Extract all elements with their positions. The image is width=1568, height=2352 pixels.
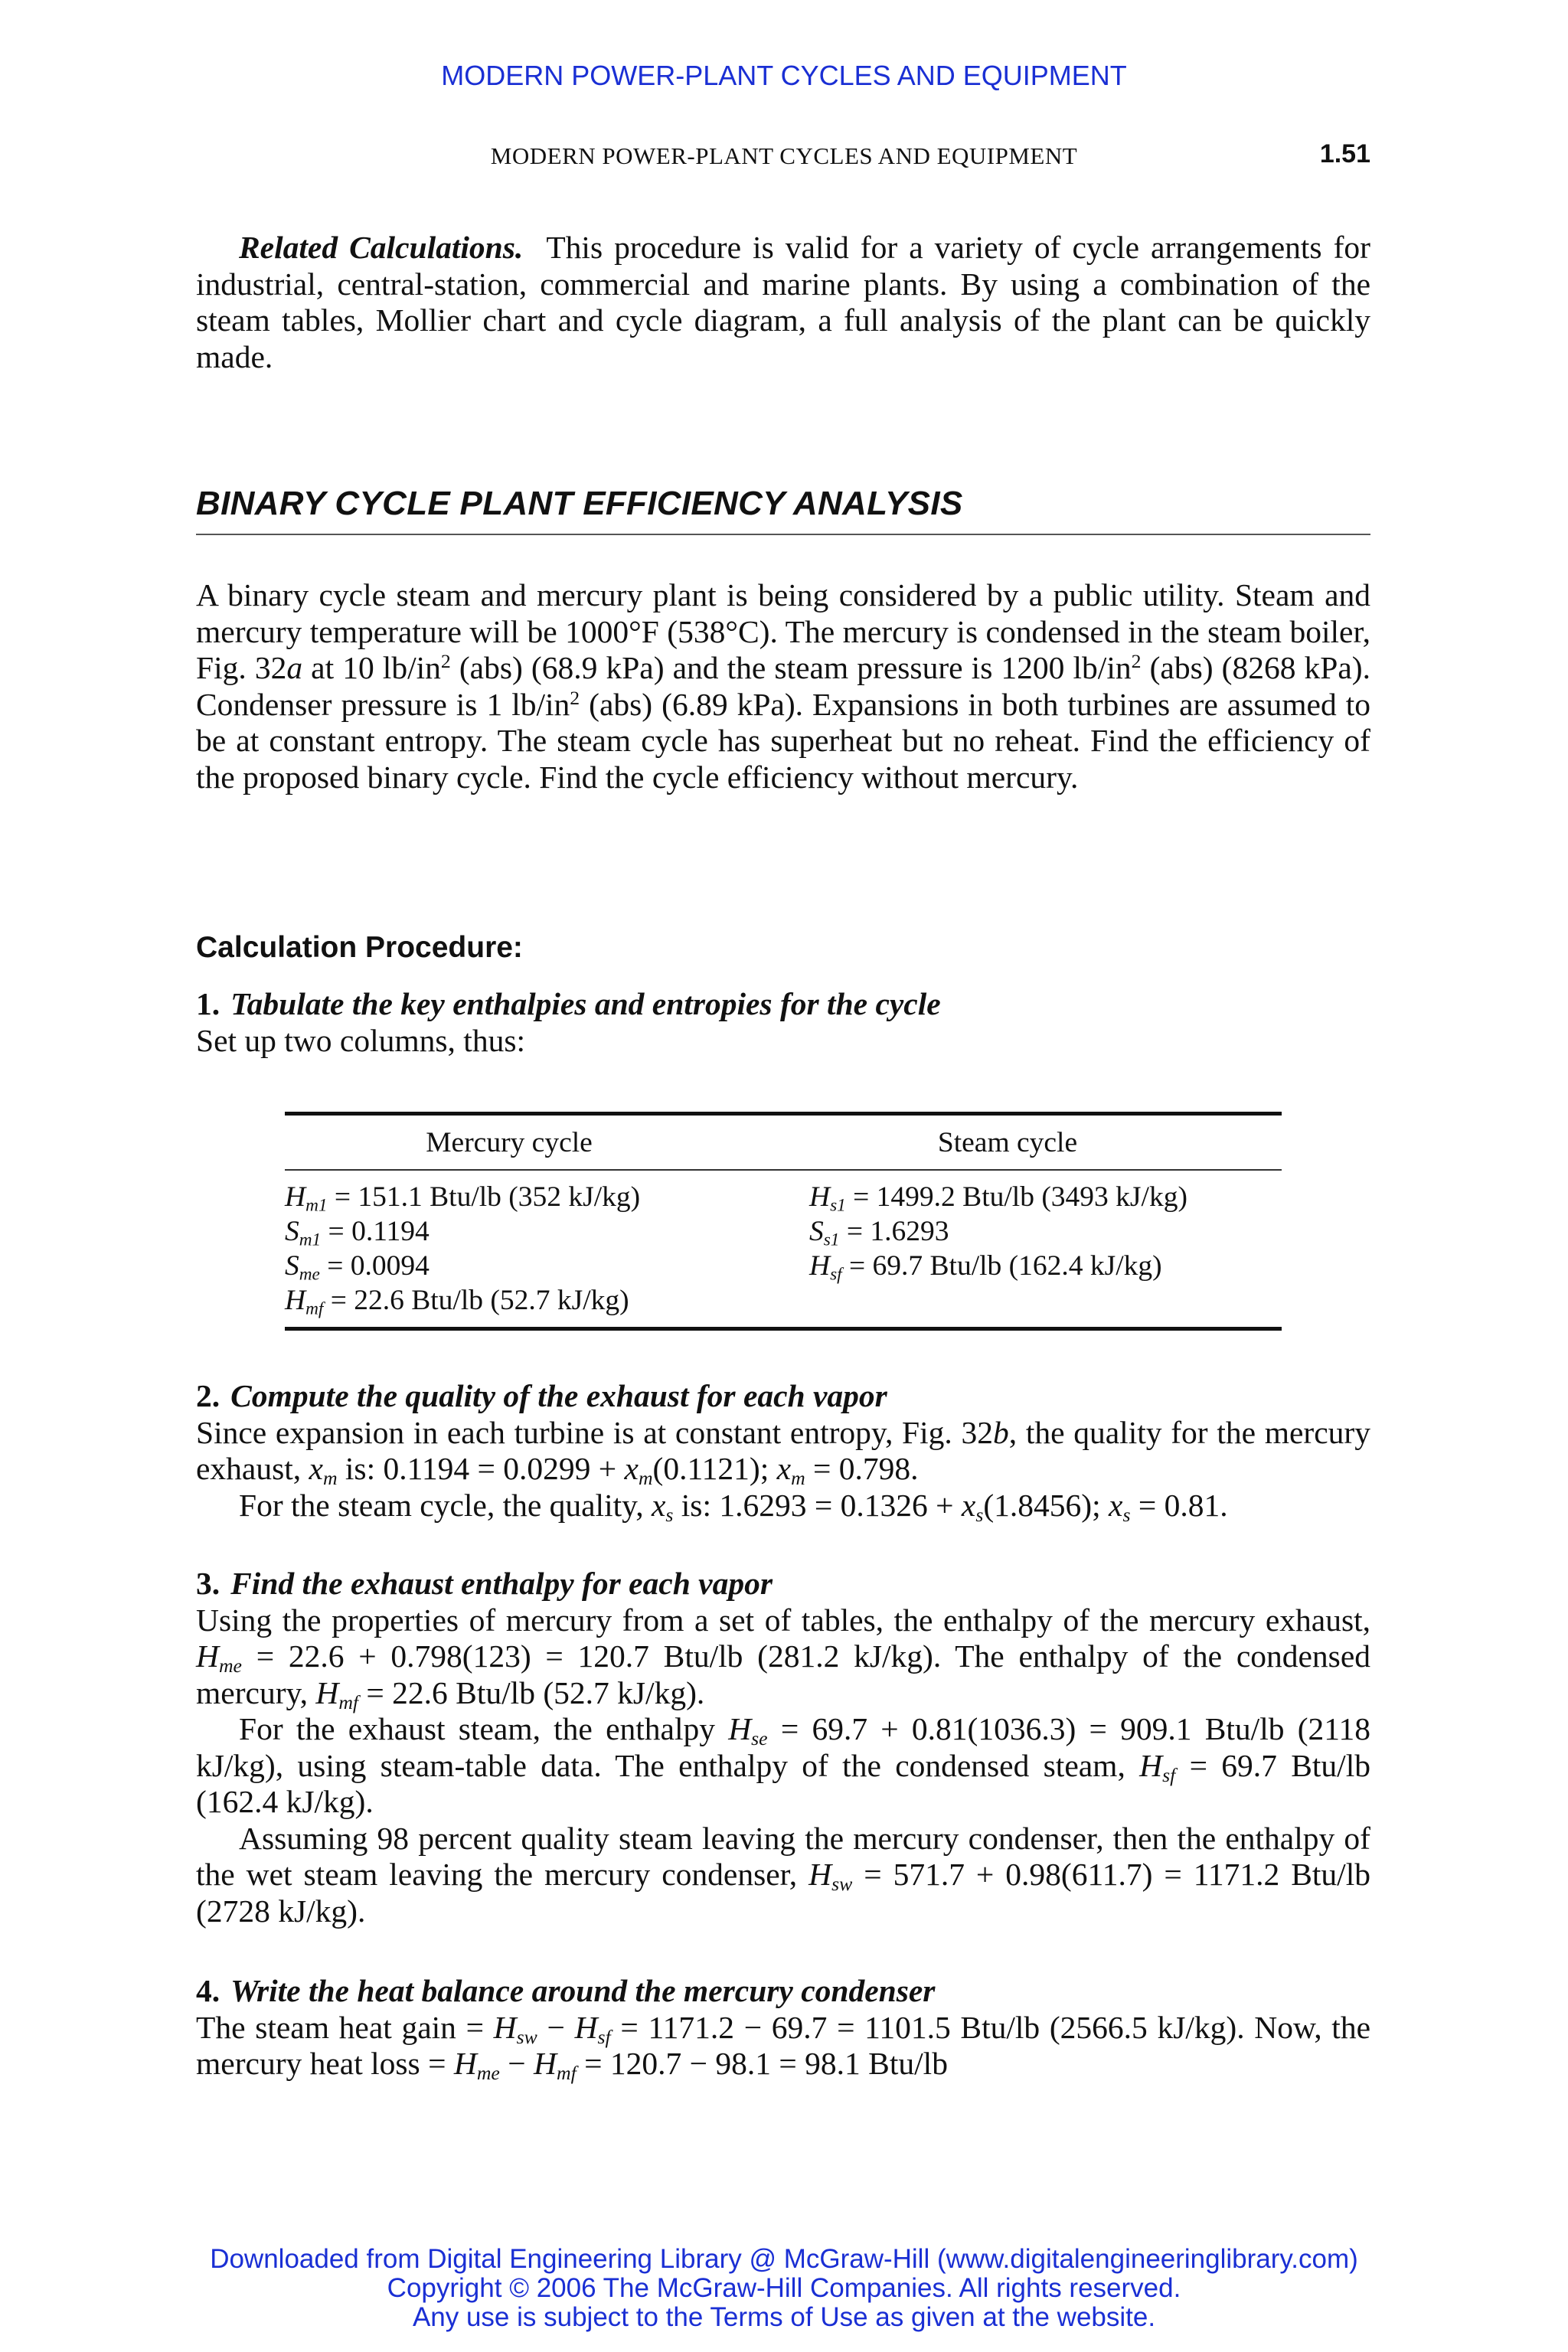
- table-row: $S_{me} = 0.0094$: [285, 1250, 430, 1285]
- table-header-row: [285, 1116, 1282, 1169]
- superscript: 2: [1131, 649, 1142, 672]
- related-calculations: [196, 230, 1370, 375]
- table-row: $H_{sf} = 69.7$ Btu/lb (162.4 kJ/kg): [809, 1250, 1162, 1285]
- copyright-line: Copyright © 2006 The McGraw-Hill Companies. All rights reserved.: [387, 2273, 1181, 2303]
- problem-statement: [196, 577, 1370, 795]
- step-title: Tabulate the key enthalpies and entropies for the cycle: [230, 986, 941, 1021]
- step-text: Using the properties of mercury from a set of tables, the enthalpy of the mercury exhaust, $H_{me} = 22.6 + 0.798(123) = 120.7$ Btu/lb (281.2 kJ/kg). The enthalpy of the condensed mercury, $H_{mf} = 22.6$ Btu/lb (52.7 kJ/kg).: [196, 1602, 1370, 1713]
- step-text: Assuming 98 percent quality steam leaving the mercury condenser, then the enthalpy of the wet steam leaving the mercury condenser, $H_{sw} = 571.7 + 0.98(611.7) = 1171.2$ Btu/lb (2728 kJ/kg).: [196, 1820, 1370, 1929]
- superscript: 2: [570, 686, 580, 709]
- step-1: [196, 986, 1370, 1059]
- section-title: BINARY CYCLE PLANT EFFICIENCY ANALYSIS: [196, 485, 963, 522]
- step-title: Find the exhaust enthalpy for each vapor: [230, 1566, 773, 1601]
- copyright-footer: [0, 2245, 1568, 2332]
- mercury-column: [285, 1180, 809, 1318]
- step-2: [196, 1378, 1370, 1524]
- step-number: 2.: [196, 1378, 220, 1413]
- step-text: The steam heat gain = $H_{sw} - H_{sf} = 1171.2 - 69.7 = 1101.5$ Btu/lb (2566.5 kJ/kg). Now, the mercury heat loss = $H_{me} - H_{mf} = 120.7 - 98.1 = 98.1$ Btu/lb: [196, 2009, 1371, 2085]
- running-head: MODERN POWER-PLANT CYCLES AND EQUIPMENT: [490, 142, 1078, 169]
- table-row: $H_{m1} = 151.1$ Btu/lb (352 kJ/kg): [285, 1181, 641, 1216]
- step-text: Set up two columns, thus:: [196, 1022, 525, 1058]
- related-lead: Related Calculations.: [239, 230, 524, 265]
- problem-text: at 10 lb/in: [302, 650, 441, 685]
- problem-text: (abs) (68.9 kPa) and the steam pressure is 1200 lb/in: [450, 650, 1132, 685]
- problem-text: A binary cycle steam and mercury plant is being considered by a public utility. Steam and mercury temperature will be 1000°F (538°C). The mercury is condensed in the steam boiler, Fig. 32: [196, 577, 1370, 685]
- page-number: 1.51: [1319, 139, 1370, 168]
- related-text: This procedure is valid for a variety of cycle arrangements for industrial, central-station, commercial and marine plants. By using a combination of the steam tables, Mollier chart and cycle diagram, a full analysis of the plant can be quickly made.: [196, 230, 1370, 374]
- table-row: $S_{s1} = 1.6293$: [809, 1216, 949, 1250]
- table-row: $S_{m1} = 0.1194$: [285, 1216, 430, 1250]
- table-row: $H_{mf} = 22.6$ Btu/lb (52.7 kJ/kg): [285, 1285, 629, 1319]
- enthalpy-entropy-table: [285, 1112, 1282, 1331]
- step-title: Write the heat balance around the mercury condenser: [230, 1973, 936, 2008]
- superscript: 2: [440, 649, 451, 672]
- step-text: Since expansion in each turbine is at constant entropy, Fig. 32b, the quality for the mercury exhaust, $x_m$ is: $0.1194 = 0.0299 + x_m(0.1121)$; $x_m = 0.798$.: [196, 1414, 1370, 1490]
- column-header-mercury: Mercury cycle: [426, 1126, 593, 1158]
- step-text: For the steam cycle, the quality, $x_s$ is: $1.6293 = 0.1326 + x_s(1.8456)$; $x_s = 0.81$.: [239, 1487, 1228, 1526]
- terms-line[interactable]: Any use is subject to the Terms of Use as given at the website.: [412, 2302, 1156, 2332]
- table-bottom-rule: [285, 1327, 1282, 1331]
- table-row: $H_{s1} = 1499.2$ Btu/lb (3493 kJ/kg): [809, 1181, 1187, 1216]
- table-body: [285, 1171, 1282, 1327]
- step-number: 4.: [196, 1973, 220, 2008]
- steam-column: [809, 1180, 1282, 1318]
- problem-text: (abs) (8268 kPa). Condenser pressure is 1 lb/in: [196, 650, 1370, 722]
- step-3: [196, 1566, 1370, 1929]
- download-line[interactable]: Downloaded from Digital Engineering Library @ McGraw-Hill (www.digitalengineeringlibrary.com): [210, 2244, 1358, 2274]
- step-4: [196, 1973, 1371, 2085]
- fig-letter: a: [286, 650, 303, 685]
- source-banner: MODERN POWER-PLANT CYCLES AND EQUIPMENT: [441, 60, 1127, 91]
- procedure-heading: Calculation Procedure:: [196, 931, 523, 964]
- step-title: Compute the quality of the exhaust for each vapor: [230, 1378, 887, 1413]
- section-divider: [196, 534, 1370, 535]
- step-number: 1.: [196, 986, 220, 1021]
- step-number: 3.: [196, 1566, 220, 1601]
- problem-text: (abs) (6.89 kPa). Expansions in both turbines are assumed to be at constant entropy. The steam cycle has superheat but no reheat. Find the efficiency of the proposed binary cycle. Find the cycle efficiency without mercury.: [196, 686, 1370, 795]
- step-text: For the exhaust steam, the enthalpy $H_{se} = 69.7 + 0.81(1036.3) = 909.1$ Btu/lb (2118 kJ/kg), using steam-table data. The enthalpy of the condensed steam, $H_{sf} = 69.7$ Btu/lb (162.4 kJ/kg).: [196, 1711, 1370, 1819]
- column-header-steam: Steam cycle: [937, 1126, 1078, 1158]
